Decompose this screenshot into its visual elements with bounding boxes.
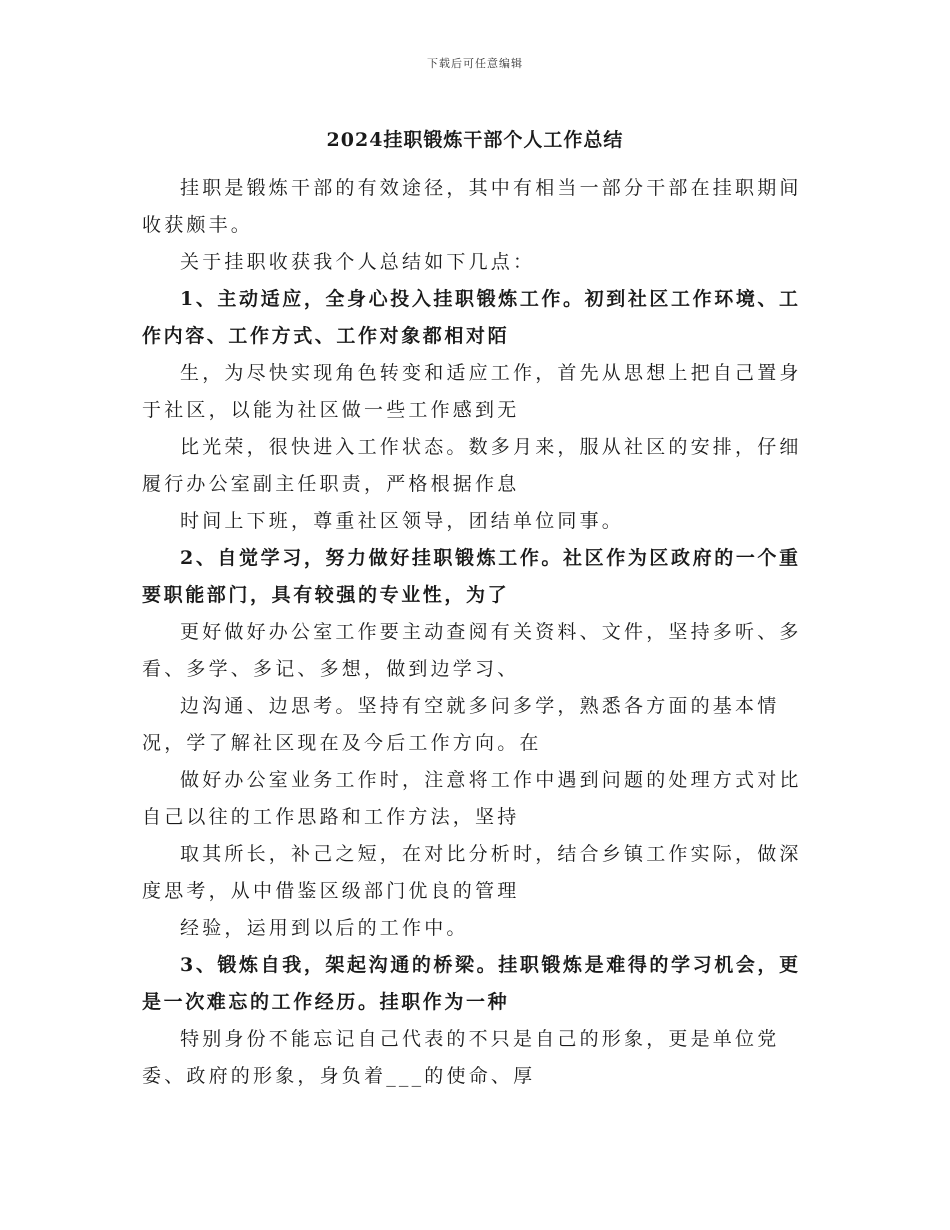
- section-heading-paragraph: 1、主动适应，全身心投入挂职锻炼工作。初到社区工作环境、工作内容、工作方式、工作对象都相对陌: [142, 288, 801, 347]
- section-heading-paragraph: 2、自觉学习，努力做好挂职锻炼工作。社区作为区政府的一个重要职能部门，具有较强的专业性，为了: [142, 547, 801, 606]
- header-note: 下载后可任意编辑: [427, 57, 523, 70]
- paragraph: 经验，运用到以后的工作中。: [180, 917, 469, 939]
- paragraph: 特别身份不能忘记自己代表的不只是自己的形象，更是单位党委、政府的形象，身负着___的使命、厚: [142, 1028, 780, 1087]
- document-title: 2024挂职锻炼干部个人工作总结: [326, 129, 624, 151]
- paragraph: 边沟通、边思考。坚持有空就多问多学，熟悉各方面的基本情况，学了解社区现在及今后工作方向。在: [142, 695, 780, 754]
- paragraph: 时间上下班，尊重社区领导，团结单位同事。: [180, 510, 625, 532]
- paragraph: 比光荣，很快进入工作状态。数多月来，服从社区的安排，仔细履行办公室副主任职责，严格根据作息: [142, 436, 802, 495]
- paragraph: 生，为尽快实现角色转变和适应工作，首先从思想上把自己置身于社区，以能为社区做一些工作感到无: [142, 362, 802, 421]
- paragraph: 做好办公室业务工作时，注意将工作中遇到问题的处理方式对比自己以往的工作思路和工作方法，坚持: [142, 769, 802, 828]
- paragraph: 更好做好办公室工作要主动查阅有关资料、文件，坚持多听、多看、多学、多记、多想，做到边学习、: [142, 621, 802, 680]
- paragraph: 取其所长，补己之短，在对比分析时，结合乡镇工作实际，做深度思考，从中借鉴区级部门优良的管理: [142, 843, 802, 902]
- document-body: [142, 170, 822, 1095]
- paragraph: 关于挂职收获我个人总结如下几点：: [180, 251, 536, 273]
- section-heading-paragraph: 3、锻炼自我，架起沟通的桥梁。挂职锻炼是难得的学习机会，更是一次难忘的工作经历。挂职作为一种: [142, 954, 801, 1013]
- paragraph: 挂职是锻炼干部的有效途径，其中有相当一部分干部在挂职期间收获颇丰。: [142, 177, 802, 236]
